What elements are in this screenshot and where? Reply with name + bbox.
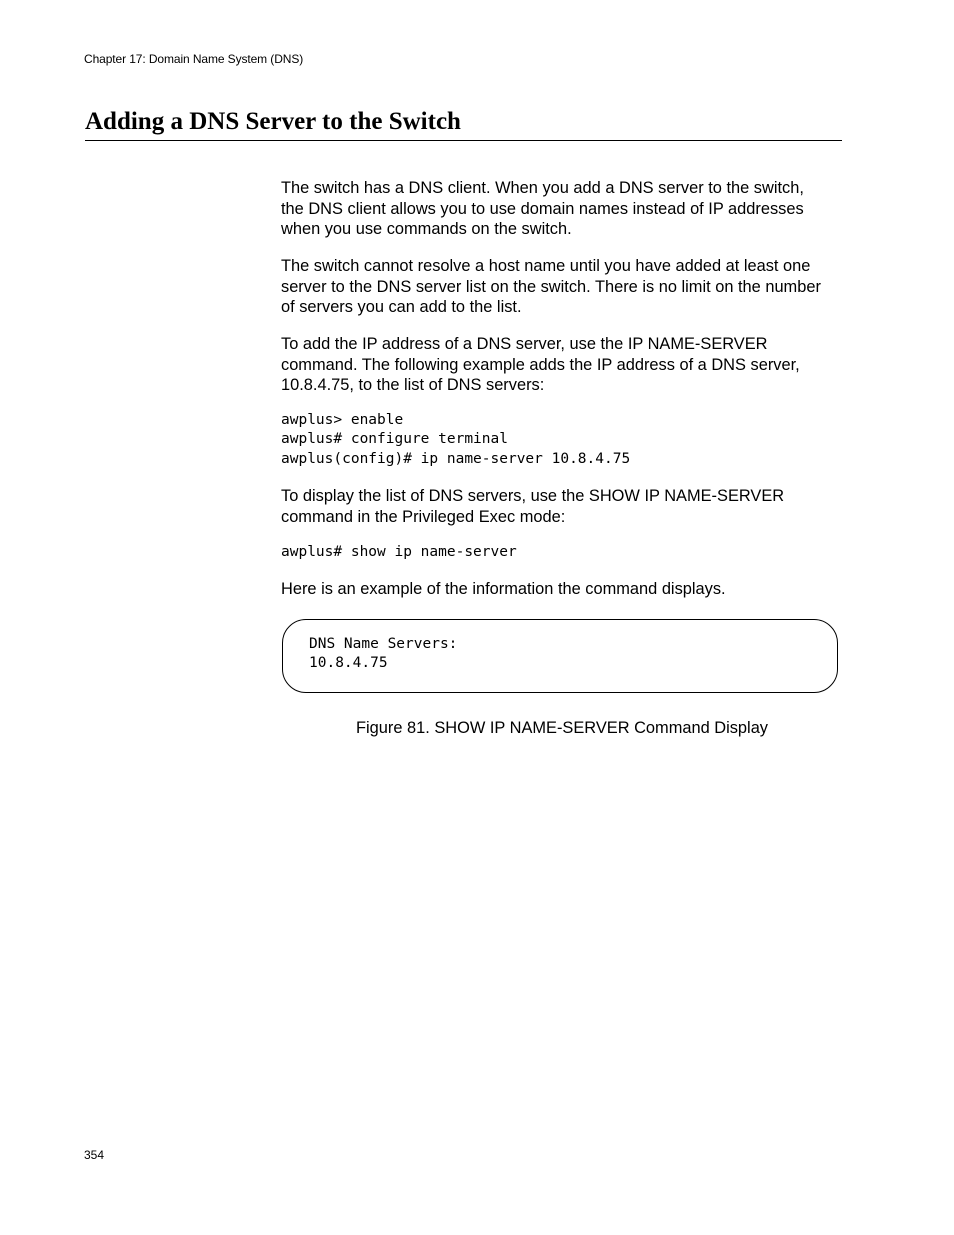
command-display-box <box>282 619 838 693</box>
paragraph-example-intro: Here is an example of the information the command displays. <box>281 580 726 598</box>
paragraph-dns-client: The switch has a DNS client. When you add a DNS server to the switch, the DNS client allows you to use domain names instead of IP addresses when you use commands on the switch. <box>281 179 804 238</box>
figure-caption: Figure 81. SHOW IP NAME-SERVER Command Display <box>355 719 768 737</box>
command-display-output: DNS Name Servers: 10.8.4.75 <box>309 636 458 672</box>
page-number: 354 <box>84 1148 105 1162</box>
code-example-show-servers: awplus# show ip name-server <box>281 544 517 560</box>
running-header: Chapter 17: Domain Name System (DNS) <box>84 52 304 66</box>
paragraph-display-servers: To display the list of DNS servers, use the SHOW IP NAME-SERVER command in the Privileged Exec mode: <box>281 487 785 526</box>
section-title: Adding a DNS Server to the Switch <box>85 107 842 141</box>
paragraph-add-server: To add the IP address of a DNS server, use the IP NAME-SERVER command. The following example adds the IP address of a DNS server, 10.8.4.75, to the list of DNS servers: <box>281 335 800 394</box>
paragraph-server-list: The switch cannot resolve a host name until you have added at least one server to the DNS server list on the switch. There is no limit on the number of servers you can add to the list. <box>281 257 821 316</box>
code-example-add-server: awplus> enable awplus# configure terminal awplus(config)# ip name-server 10.8.4.75 <box>281 412 631 467</box>
